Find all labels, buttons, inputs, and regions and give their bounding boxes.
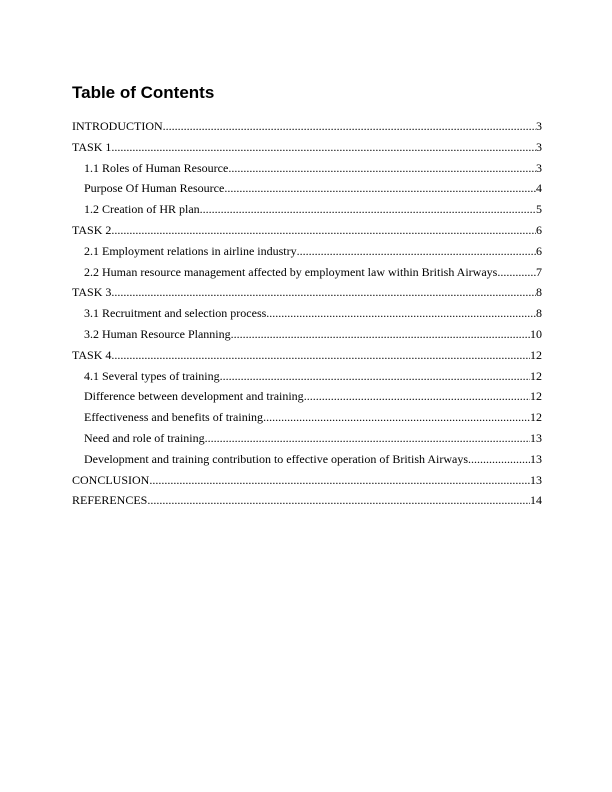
- toc-entry-text: INTRODUCTION: [72, 119, 163, 133]
- toc-page-number: 12: [530, 347, 542, 362]
- dot-leader: [111, 282, 536, 303]
- dot-leader: [297, 241, 536, 262]
- toc-entry-recruitment-selection[interactable]: [72, 303, 542, 324]
- toc-entry-training-contribution[interactable]: [72, 449, 542, 470]
- toc-entry-text: 2.2 Human resource management affected by employment law within British Airways: [84, 264, 498, 279]
- toc-page-number: 13: [530, 430, 542, 445]
- dot-leader: [111, 345, 530, 366]
- toc-entry-text: Development and training contribution to effective operation of British Airways: [84, 451, 469, 466]
- toc-entry-text: TASK 4: [72, 347, 112, 362]
- dot-leader: [149, 470, 530, 491]
- toc-entry-text: 3.2 Human Resource Planning: [84, 326, 231, 341]
- toc-entry-text: 1.2 Creation of HR plan: [84, 202, 200, 217]
- dot-leader: [231, 324, 530, 345]
- toc-entry-text: 4.1 Several types of training: [84, 368, 220, 383]
- toc-entry-human-resource-planning[interactable]: [72, 324, 542, 345]
- toc-entry-text: REFERENCES: [72, 493, 148, 508]
- toc-entry-need-and-role-of-training[interactable]: [72, 428, 542, 449]
- toc-page-number: 6: [536, 243, 542, 258]
- toc-entry-task-4[interactable]: [72, 345, 542, 366]
- toc-entry-task-1[interactable]: [72, 137, 542, 158]
- dot-leader: [228, 158, 536, 179]
- toc-page-number: 8: [536, 285, 542, 300]
- toc-title: Table of Contents: [72, 83, 215, 102]
- toc-entry-text: Difference between development and training: [84, 389, 304, 404]
- toc-page-number: 3: [536, 139, 542, 154]
- toc-page-number: 13: [530, 451, 542, 466]
- toc-page-number: 3: [536, 119, 542, 133]
- toc-page-number: 4: [536, 181, 542, 196]
- toc-entry-text: 2.1 Employment relations in airline industry: [84, 243, 297, 258]
- dot-leader: [468, 449, 530, 470]
- toc-entry-text: 3.1 Recruitment and selection process: [84, 306, 267, 321]
- dot-leader: [111, 137, 536, 158]
- toc-entry-types-of-training[interactable]: [72, 366, 542, 387]
- toc-entry-text: TASK 3: [72, 285, 112, 300]
- toc-entry-task-2[interactable]: [72, 220, 542, 241]
- toc-entry-text: Effectiveness and benefits of training: [84, 410, 264, 425]
- toc-entry-task-3[interactable]: [72, 282, 542, 303]
- toc-page-number: 13: [530, 472, 542, 487]
- dot-leader: [111, 220, 536, 241]
- toc-entry-conclusion[interactable]: [72, 470, 542, 491]
- toc-page-number: 12: [530, 368, 542, 383]
- toc-entry-employment-relations[interactable]: [72, 241, 542, 262]
- dot-leader: [263, 407, 530, 428]
- dot-leader: [220, 366, 530, 387]
- toc-page-number: 3: [536, 160, 542, 175]
- toc-entry-hrm-employment-law[interactable]: [72, 262, 542, 283]
- dot-leader: [266, 303, 536, 324]
- dot-leader: [200, 199, 536, 220]
- dot-leader: [304, 386, 530, 407]
- toc-entry-text: 1.1 Roles of Human Resource: [84, 160, 229, 175]
- toc-entry-text: Need and role of training: [84, 430, 205, 445]
- toc-entry-creation-of-hr-plan[interactable]: [72, 199, 542, 220]
- toc-entry-effectiveness-of-training[interactable]: [72, 407, 542, 428]
- toc-entry-text: CONCLUSION: [72, 472, 150, 487]
- toc-entry-development-vs-training[interactable]: [72, 386, 542, 407]
- toc-list: [72, 116, 542, 511]
- dot-leader: [224, 178, 536, 199]
- toc-entry-introduction[interactable]: [72, 116, 542, 137]
- dot-leader: [205, 428, 530, 449]
- toc-entry-purpose-of-human-resource[interactable]: [72, 178, 542, 199]
- toc-page-number: 8: [536, 306, 542, 321]
- dot-leader: [147, 490, 530, 511]
- toc-page-number: 10: [530, 326, 542, 341]
- toc-entry-references[interactable]: [72, 490, 542, 511]
- toc-entry-text: Purpose Of Human Resource: [84, 181, 225, 196]
- toc-entry-roles-of-human-resource[interactable]: [72, 158, 542, 179]
- dot-leader: [163, 116, 536, 137]
- dot-leader: [497, 262, 536, 283]
- toc-page-number: 6: [536, 222, 542, 237]
- toc-page-number: 7: [536, 264, 542, 279]
- toc-entry-text: TASK 1: [72, 139, 112, 154]
- toc-page-number: 14: [530, 493, 542, 508]
- toc-page-number: 12: [530, 410, 542, 425]
- toc-entry-text: TASK 2: [72, 222, 112, 237]
- toc-page-number: 5: [536, 202, 542, 217]
- toc-page-number: 12: [530, 389, 542, 404]
